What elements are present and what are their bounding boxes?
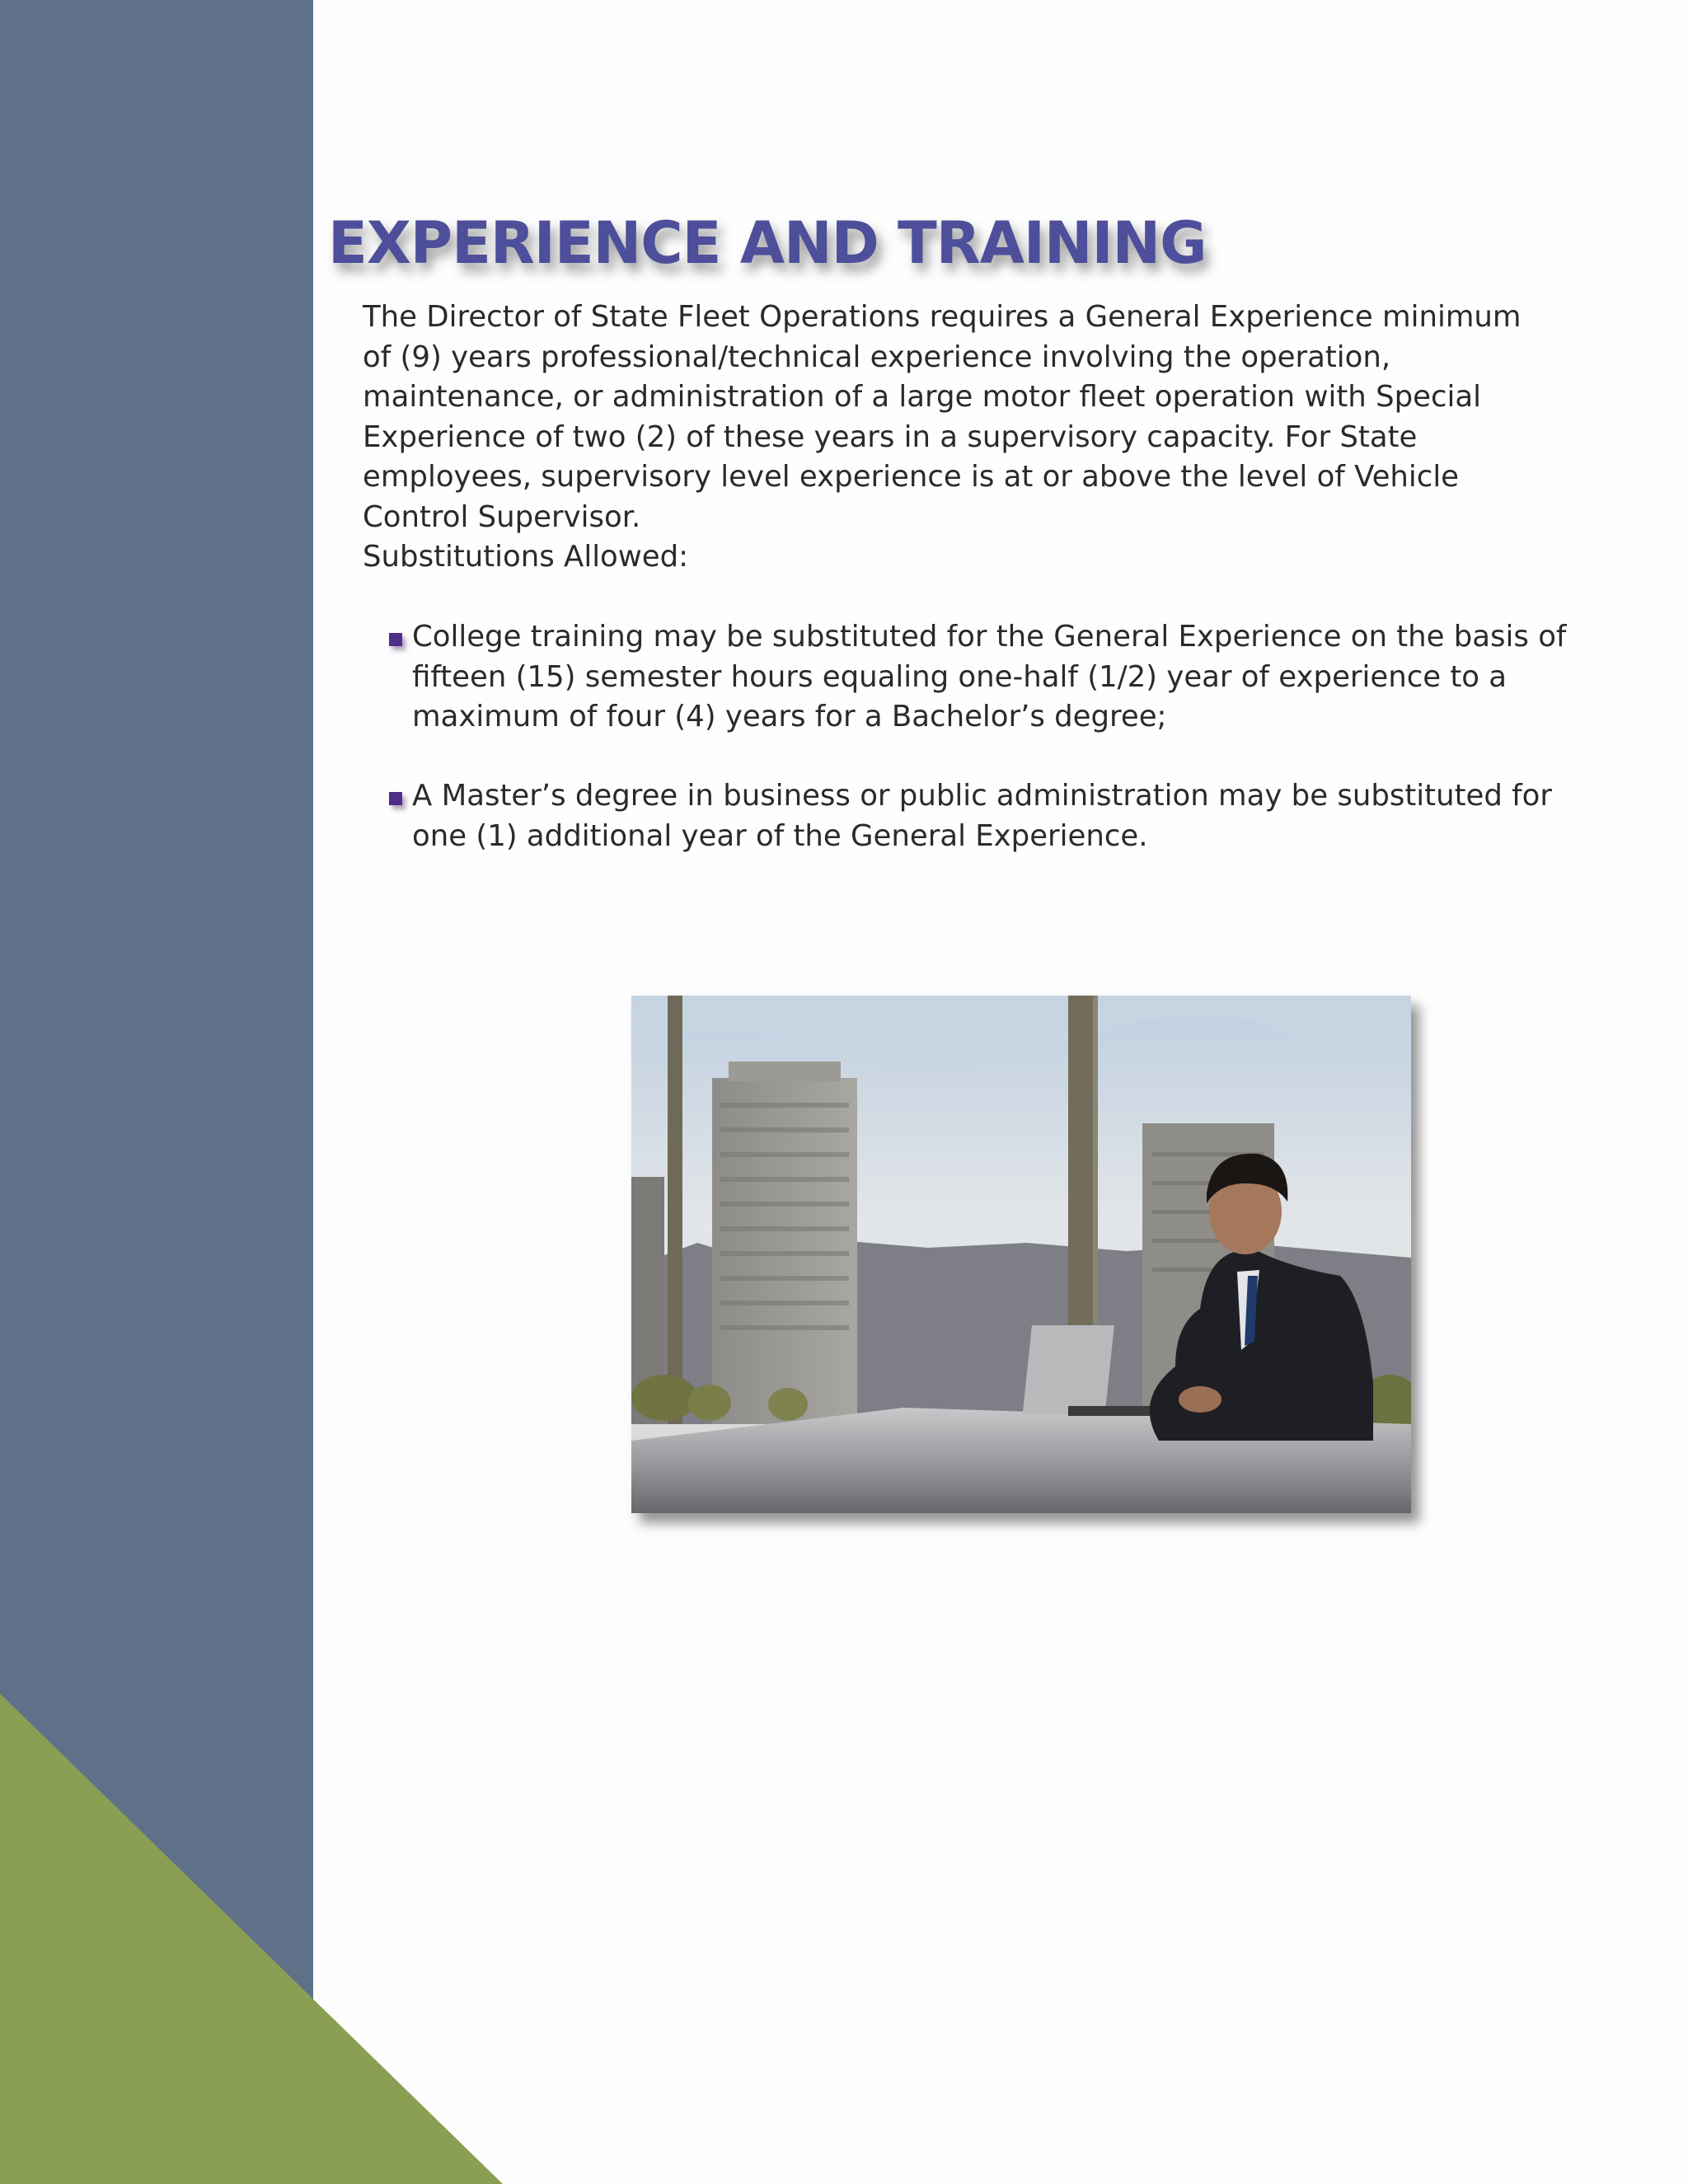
square-bullet-icon: [389, 792, 402, 805]
square-bullet-icon: [389, 633, 402, 646]
intro-paragraph: The Director of State Fleet Operations requires a General Experience minimum of (9) years professional/technical experience involving the operation, maintenance, or administration of a large motor fleet operation with Special Experience of two (2) of these years in a supervisory capacity. For State employees, supervisory level experience is at or above the level of Vehicle Control Supervisor.: [363, 300, 1522, 534]
office-photo: [631, 996, 1411, 1513]
list-item: [389, 776, 1576, 856]
list-item-text: College training may be substituted for the General Experience on the basis of fifteen (15) semester hours equaling one-half (1/2) year of experience to a maximum of four (4) years for a Bachelor’s degree;: [412, 620, 1567, 733]
corner-triangle: [0, 1694, 503, 2184]
substitutions-label: Substitutions Allowed:: [363, 540, 689, 574]
list-item-text: A Master’s degree in business or public administration may be substituted for one (1) additional year of the General Experience.: [412, 779, 1552, 853]
list-item: [389, 617, 1576, 738]
page-title: EXPERIENCE AND TRAINING: [328, 209, 1207, 277]
